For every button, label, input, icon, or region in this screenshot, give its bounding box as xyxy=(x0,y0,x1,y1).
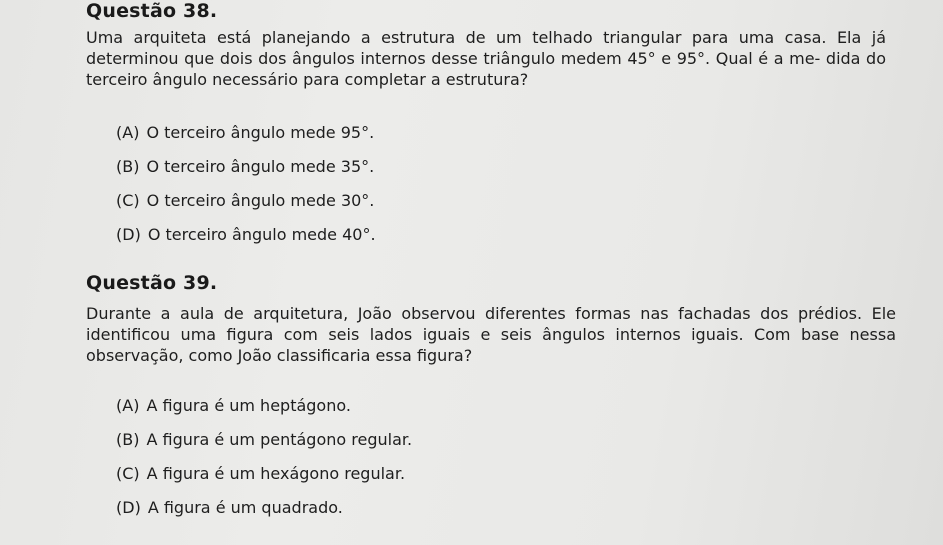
question-38-options xyxy=(116,122,376,258)
question-39-option-a xyxy=(116,395,412,429)
question-38-option-b xyxy=(116,156,376,190)
option-letter: (D) xyxy=(116,225,141,244)
question-38-option-c xyxy=(116,190,376,224)
option-letter: (C) xyxy=(116,464,140,483)
option-text: O terceiro ângulo mede 95°. xyxy=(146,123,375,142)
question-39-options xyxy=(116,395,412,531)
question-39-option-c xyxy=(116,463,412,497)
option-text: A figura é um hexágono regular. xyxy=(146,464,406,483)
question-38-option-a xyxy=(116,122,376,156)
option-text: O terceiro ângulo mede 40°. xyxy=(147,225,376,244)
question-39-title: Questão 39. xyxy=(86,272,218,294)
option-letter: (B) xyxy=(116,157,140,176)
option-text: A figura é um pentágono regular. xyxy=(146,430,413,449)
question-39-option-d xyxy=(116,497,412,531)
question-39-option-b xyxy=(116,429,412,463)
option-text: A figura é um quadrado. xyxy=(147,498,343,517)
option-letter: (D) xyxy=(116,498,141,517)
option-text: O terceiro ângulo mede 35°. xyxy=(146,157,375,176)
option-text: O terceiro ângulo mede 30°. xyxy=(146,191,375,210)
option-text: A figura é um heptágono. xyxy=(146,396,351,415)
question-39-text: Durante a aula de arquitetura, João observou diferentes formas nas fachadas dos prédios. Ele identificou uma figura com seis lados iguais e seis ângulos internos iguais. Com base nessa observação, como João classificaria essa figura? xyxy=(86,304,896,365)
option-letter: (B) xyxy=(116,430,140,449)
option-letter: (C) xyxy=(116,191,140,210)
option-letter: (A) xyxy=(116,123,140,142)
question-38-title: Questão 38. xyxy=(86,0,218,22)
question-38-text: Uma arquiteta está planejando a estrutura de um telhado triangular para uma casa. Ela já determinou que dois dos ângulos internos desse triângulo medem 45° e 95°. Qual é a me- dida do terceiro ângulo necessário para completar a estrutura? xyxy=(86,28,886,89)
option-letter: (A) xyxy=(116,396,140,415)
question-38-option-d xyxy=(116,224,376,258)
